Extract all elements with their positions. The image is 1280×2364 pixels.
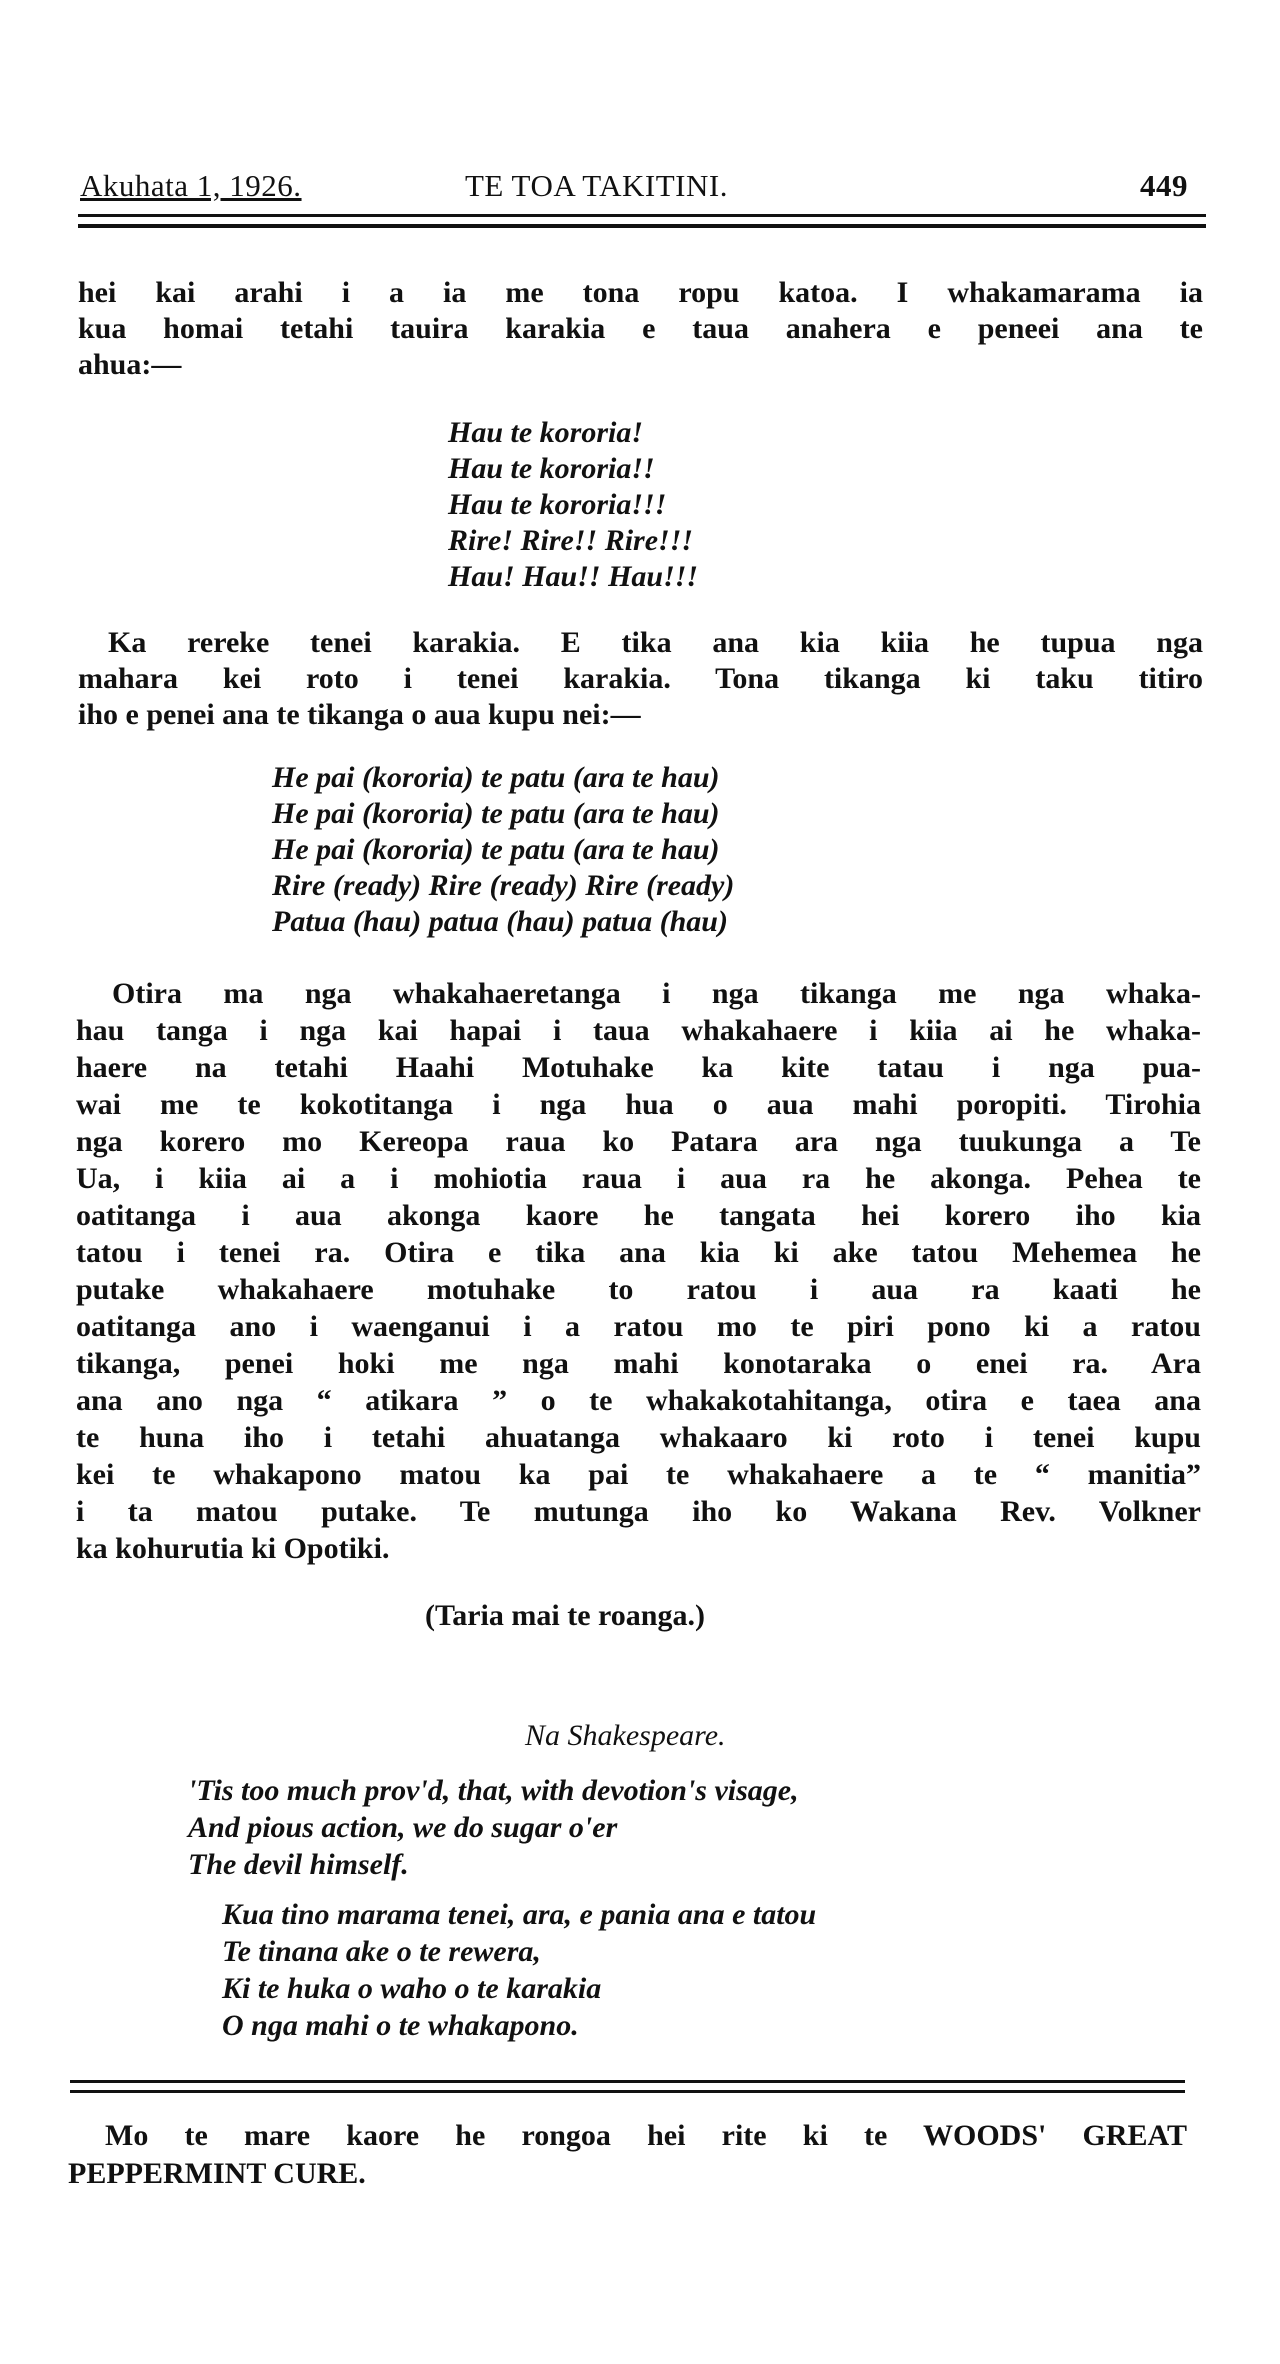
text-line: Rire (ready) Rire (ready) Rire (ready) (272, 869, 735, 902)
text-line: nga korero mo Kereopa raua ko Patara ara nga tuukunga a Te (76, 1125, 1201, 1158)
text-line: He pai (kororia) te patu (ara te hau) (272, 833, 720, 866)
text-line: Rire! Rire!! Rire!!! (448, 524, 694, 557)
text-line: Te tinana ake o te rewera, (222, 1935, 541, 1968)
text-line: Hau te kororia!!! (448, 488, 667, 521)
to-be-continued: (Taria mai te roanga.) (425, 1599, 705, 1632)
text-line: oatitanga ano i waenganui i a ratou mo te piri pono ki a ratou (76, 1310, 1201, 1343)
text-line: Hau! Hau!! Hau!!! (448, 560, 699, 593)
text-line: haere na tetahi Haahi Motuhake ka kite tatau i nga pua- (76, 1051, 1201, 1084)
text-line: iho e penei ana te tikanga o aua kupu nei:— (78, 698, 641, 731)
text-line: i ta matou putake. Te mutunga iho ko Wakana Rev. Volkner (76, 1495, 1201, 1528)
page-number: 449 (1140, 168, 1188, 203)
text-line: oatitanga i aua akonga kaore he tangata hei korero iho kia (76, 1199, 1201, 1232)
text-line: Hau te kororia! (448, 416, 644, 449)
text-line: mahara kei roto i tenei karakia. Tona tikanga ki taku titiro (78, 662, 1203, 695)
text-line: Ua, i kiia ai a i mohiotia raua i aua ra he akonga. Pehea te (76, 1162, 1201, 1195)
text-line: kua homai tetahi tauira karakia e taua anahera e peneei ana te (78, 312, 1203, 345)
header-title: TE TOA TAKITINI. (465, 168, 728, 203)
text-line: Hau te kororia!! (448, 452, 655, 485)
text-line: kei te whakapono matou ka pai te whakahaere a te “ manitia” (76, 1458, 1201, 1491)
text-line: Patua (hau) patua (hau) patua (hau) (272, 905, 728, 938)
text-line: ahua:— (78, 348, 182, 381)
text-line: Ki te huka o waho o te karakia (222, 1972, 602, 2005)
text-line: ana ano nga “ atikara ” o te whakakotahitanga, otira e taea ana (76, 1384, 1201, 1417)
text-line: He pai (kororia) te patu (ara te hau) (272, 797, 720, 830)
footer-rule (70, 2090, 1185, 2093)
text-line: hei kai arahi i a ia me tona ropu katoa. I whakamarama ia (78, 276, 1203, 309)
text-line: O nga mahi o te whakapono. (222, 2009, 579, 2042)
text-line: ka kohurutia ki Opotiki. (76, 1532, 390, 1565)
text-line: putake whakahaere motuhake to ratou i aua ra kaati he (76, 1273, 1201, 1306)
text-line: He pai (kororia) te patu (ara te hau) (272, 761, 720, 794)
header-rule (78, 214, 1206, 217)
text-line: wai me te kokotitanga i nga hua o aua mahi poropiti. Tirohia (76, 1088, 1201, 1121)
footer-rule (70, 2080, 1185, 2083)
text-line: And pious action, we do sugar o'er (188, 1811, 618, 1844)
text-line: Ka rereke tenei karakia. E tika ana kia kiia he tupua nga (108, 626, 1203, 659)
text-line: hau tanga i nga kai hapai i taua whakahaere i kiia ai he whaka- (76, 1014, 1201, 1047)
text-line: te huna iho i tetahi ahuatanga whakaaro ki roto i tenei kupu (76, 1421, 1201, 1454)
text-line: The devil himself. (188, 1848, 409, 1881)
text-line: Kua tino marama tenei, ara, e pania ana e tatou (222, 1898, 817, 1931)
text-line: Otira ma nga whakahaeretanga i nga tikanga me nga whaka- (112, 977, 1201, 1010)
text-line: tikanga, penei hoki me nga mahi konotaraka o enei ra. Ara (76, 1347, 1201, 1380)
shakespeare-title: Na Shakespeare. (525, 1719, 726, 1752)
text-line: 'Tis too much prov'd, that, with devotion's visage, (188, 1774, 799, 1807)
advert-line: Mo te mare kaore he rongoa hei rite ki te WOODS' GREAT (105, 2119, 1187, 2152)
header-rule (78, 224, 1206, 228)
text-line: tatou i tenei ra. Otira e tika ana kia ki ake tatou Mehemea he (76, 1236, 1201, 1269)
header-date: Akuhata 1, 1926. (80, 168, 302, 203)
advert-line: PEPPERMINT CURE. (68, 2157, 366, 2190)
